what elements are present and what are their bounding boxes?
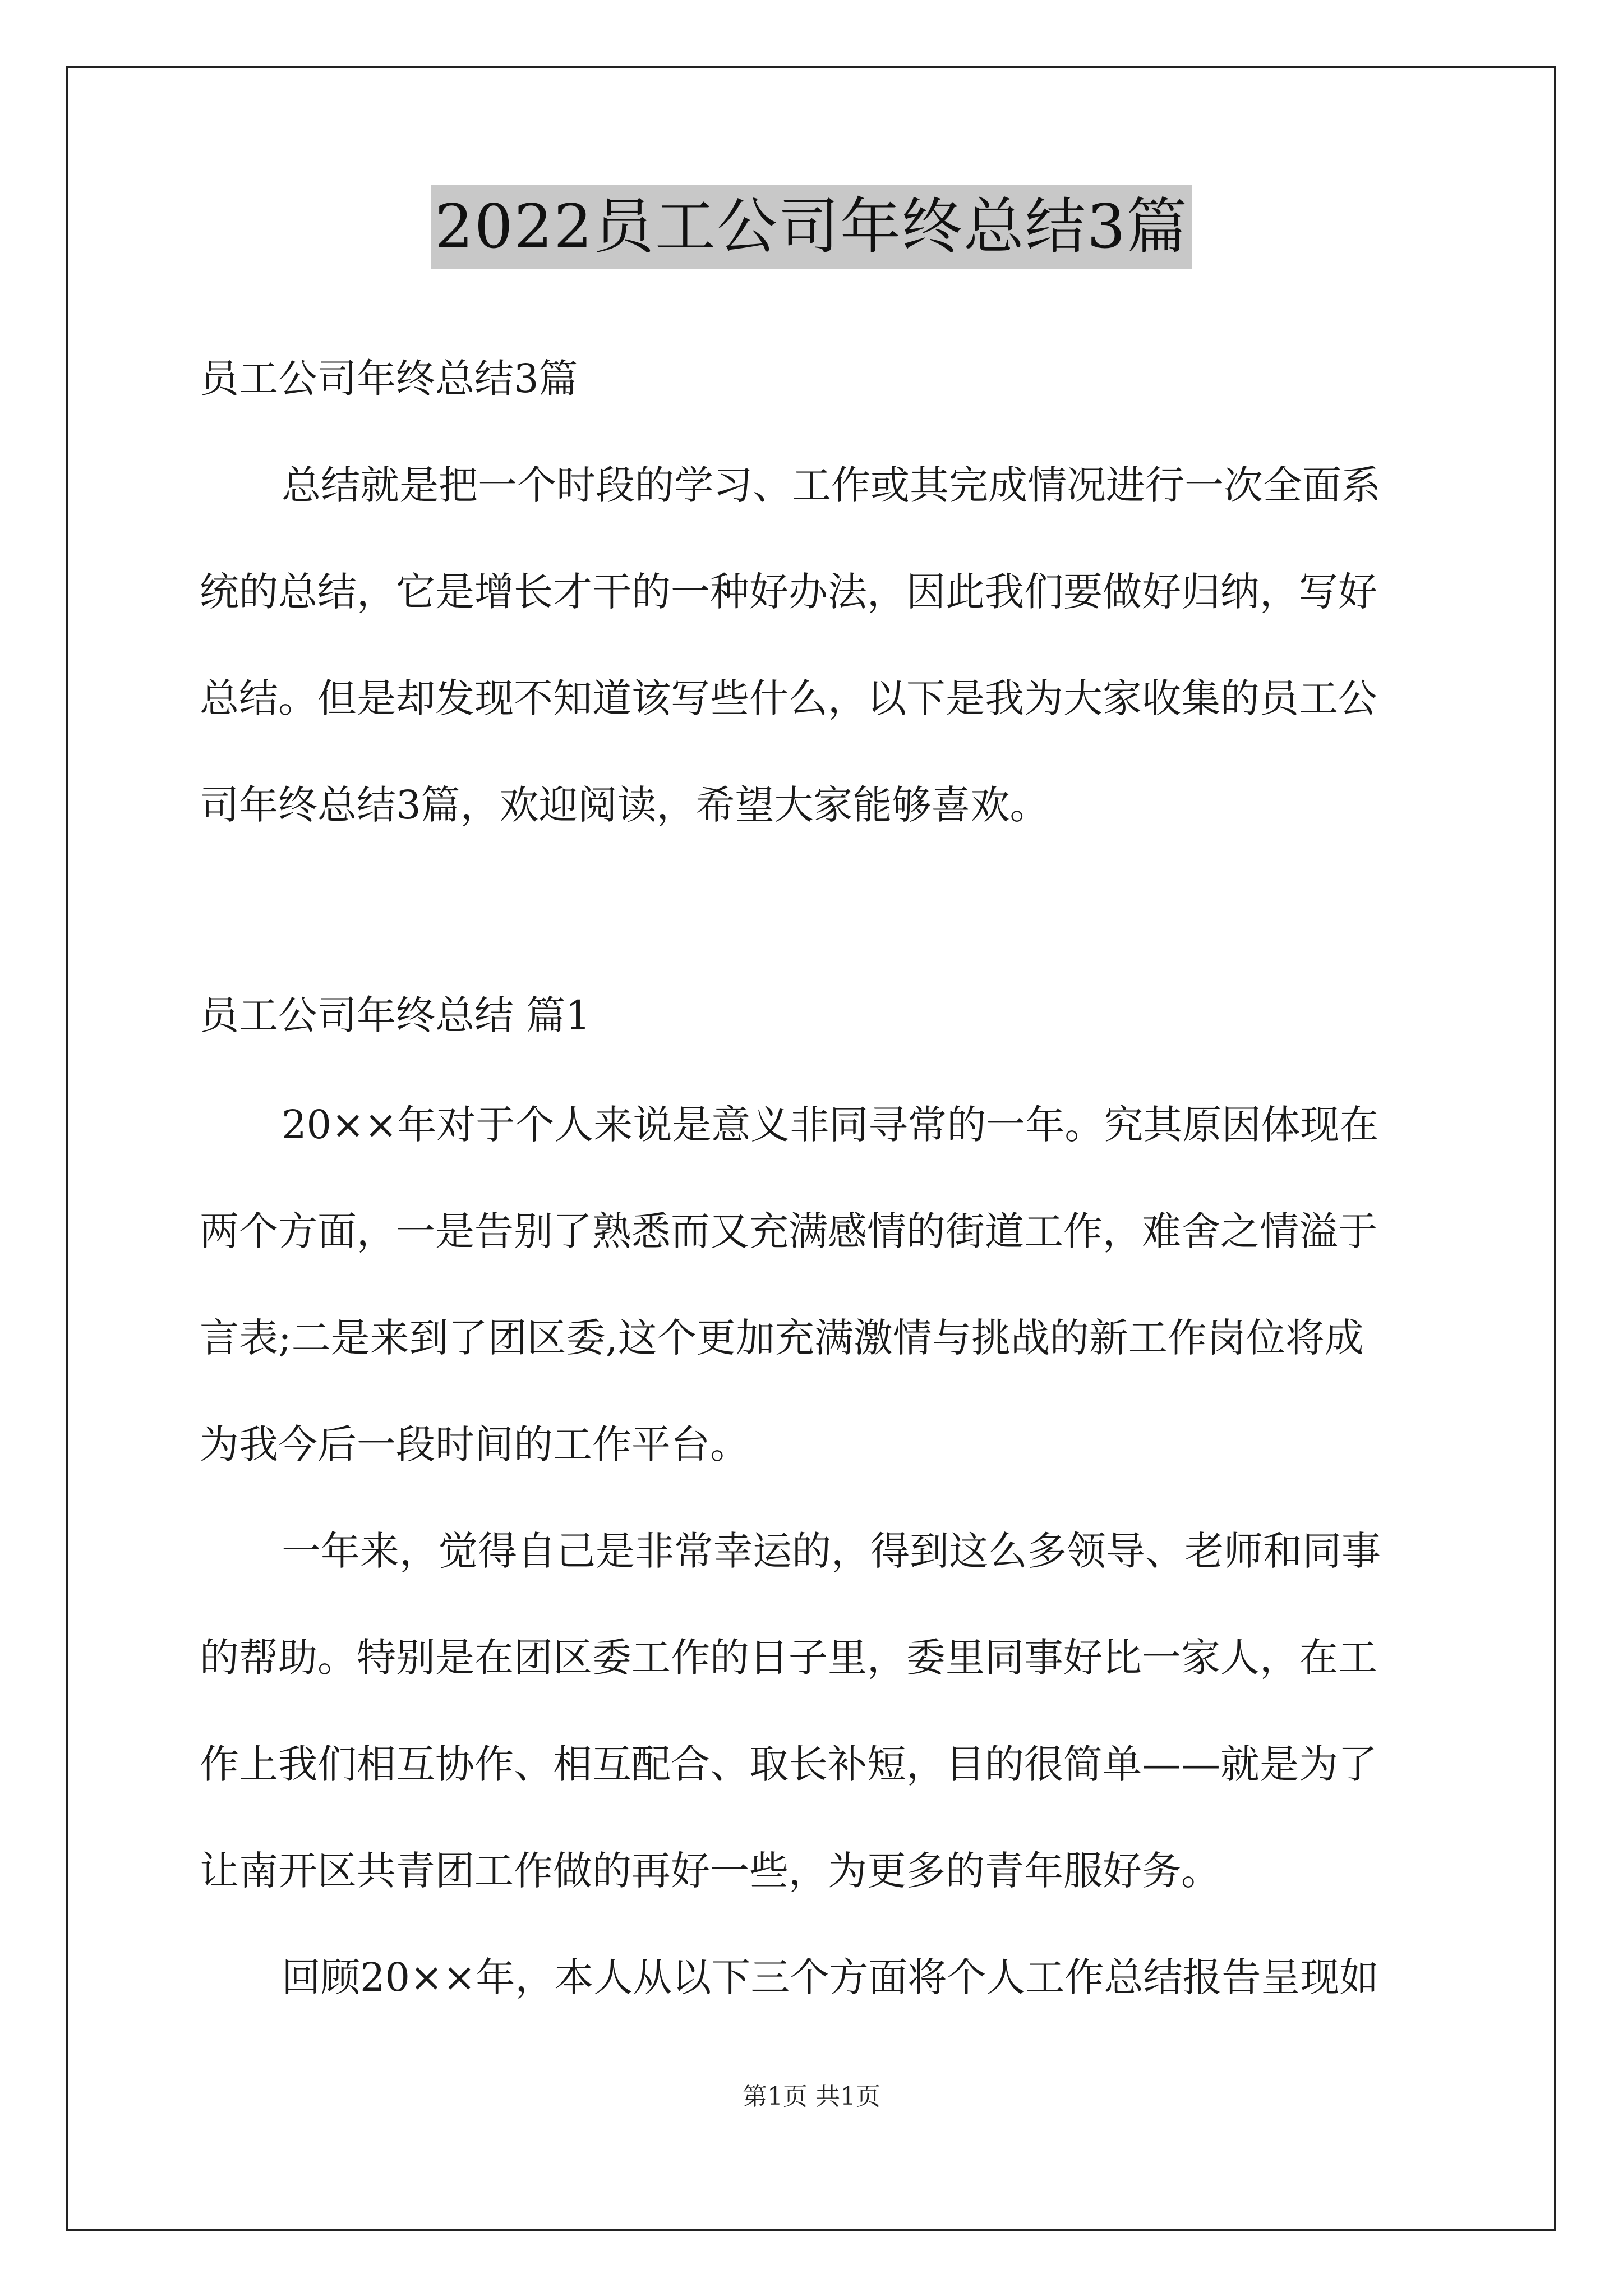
paragraph-line: 一年来，觉得自己是非常幸运的，得到这么多领导、老师和同事: [282, 1528, 1381, 1574]
paragraph-line: 总结就是把一个时段的学习、工作或其完成情况进行一次全面系: [282, 462, 1381, 508]
page-footer: 第1页 共1页: [743, 2082, 880, 2111]
paragraph-line: 回顾20××年，本人从以下三个方面将个人工作总结报告呈现如: [282, 1954, 1379, 2000]
paragraph-line: 统的总结，它是增长才干的一种好办法，因此我们要做好归纳，写好: [200, 569, 1377, 615]
paragraph-line: 言表;二是来到了团区委,这个更加充满激情与挑战的新工作岗位将成: [200, 1315, 1364, 1361]
paragraph-line: 让南开区共青团工作做的再好一些，为更多的青年服好务。: [200, 1848, 1220, 1894]
paragraph-line: 总结。但是却发现不知道该写些什么，以下是我为大家收集的员工公: [200, 675, 1377, 721]
paragraph-line: 两个方面，一是告别了熟悉而又充满感情的街道工作，难舍之情溢于: [200, 1208, 1377, 1254]
section-heading: 员工公司年终总结 篇1: [200, 992, 591, 1038]
paragraph-line: 20××年对于个人来说是意义非同寻常的一年。究其原因体现在: [282, 1102, 1379, 1148]
document-title: 2022员工公司年终总结3篇: [431, 185, 1192, 269]
paragraph-line: 为我今后一段时间的工作平台。: [200, 1421, 749, 1467]
paragraph-line: 司年终总结3篇，欢迎阅读，希望大家能够喜欢。: [200, 782, 1049, 828]
title-container: [0, 185, 1623, 269]
paragraph-line: 作上我们相互协作、相互配合、取长补短，目的很简单——就是为了: [200, 1741, 1377, 1787]
paragraph-line: 的帮助。特别是在团区委工作的日子里，委里同事好比一家人，在工: [200, 1635, 1377, 1681]
subtitle: 员工公司年终总结3篇: [200, 356, 578, 402]
